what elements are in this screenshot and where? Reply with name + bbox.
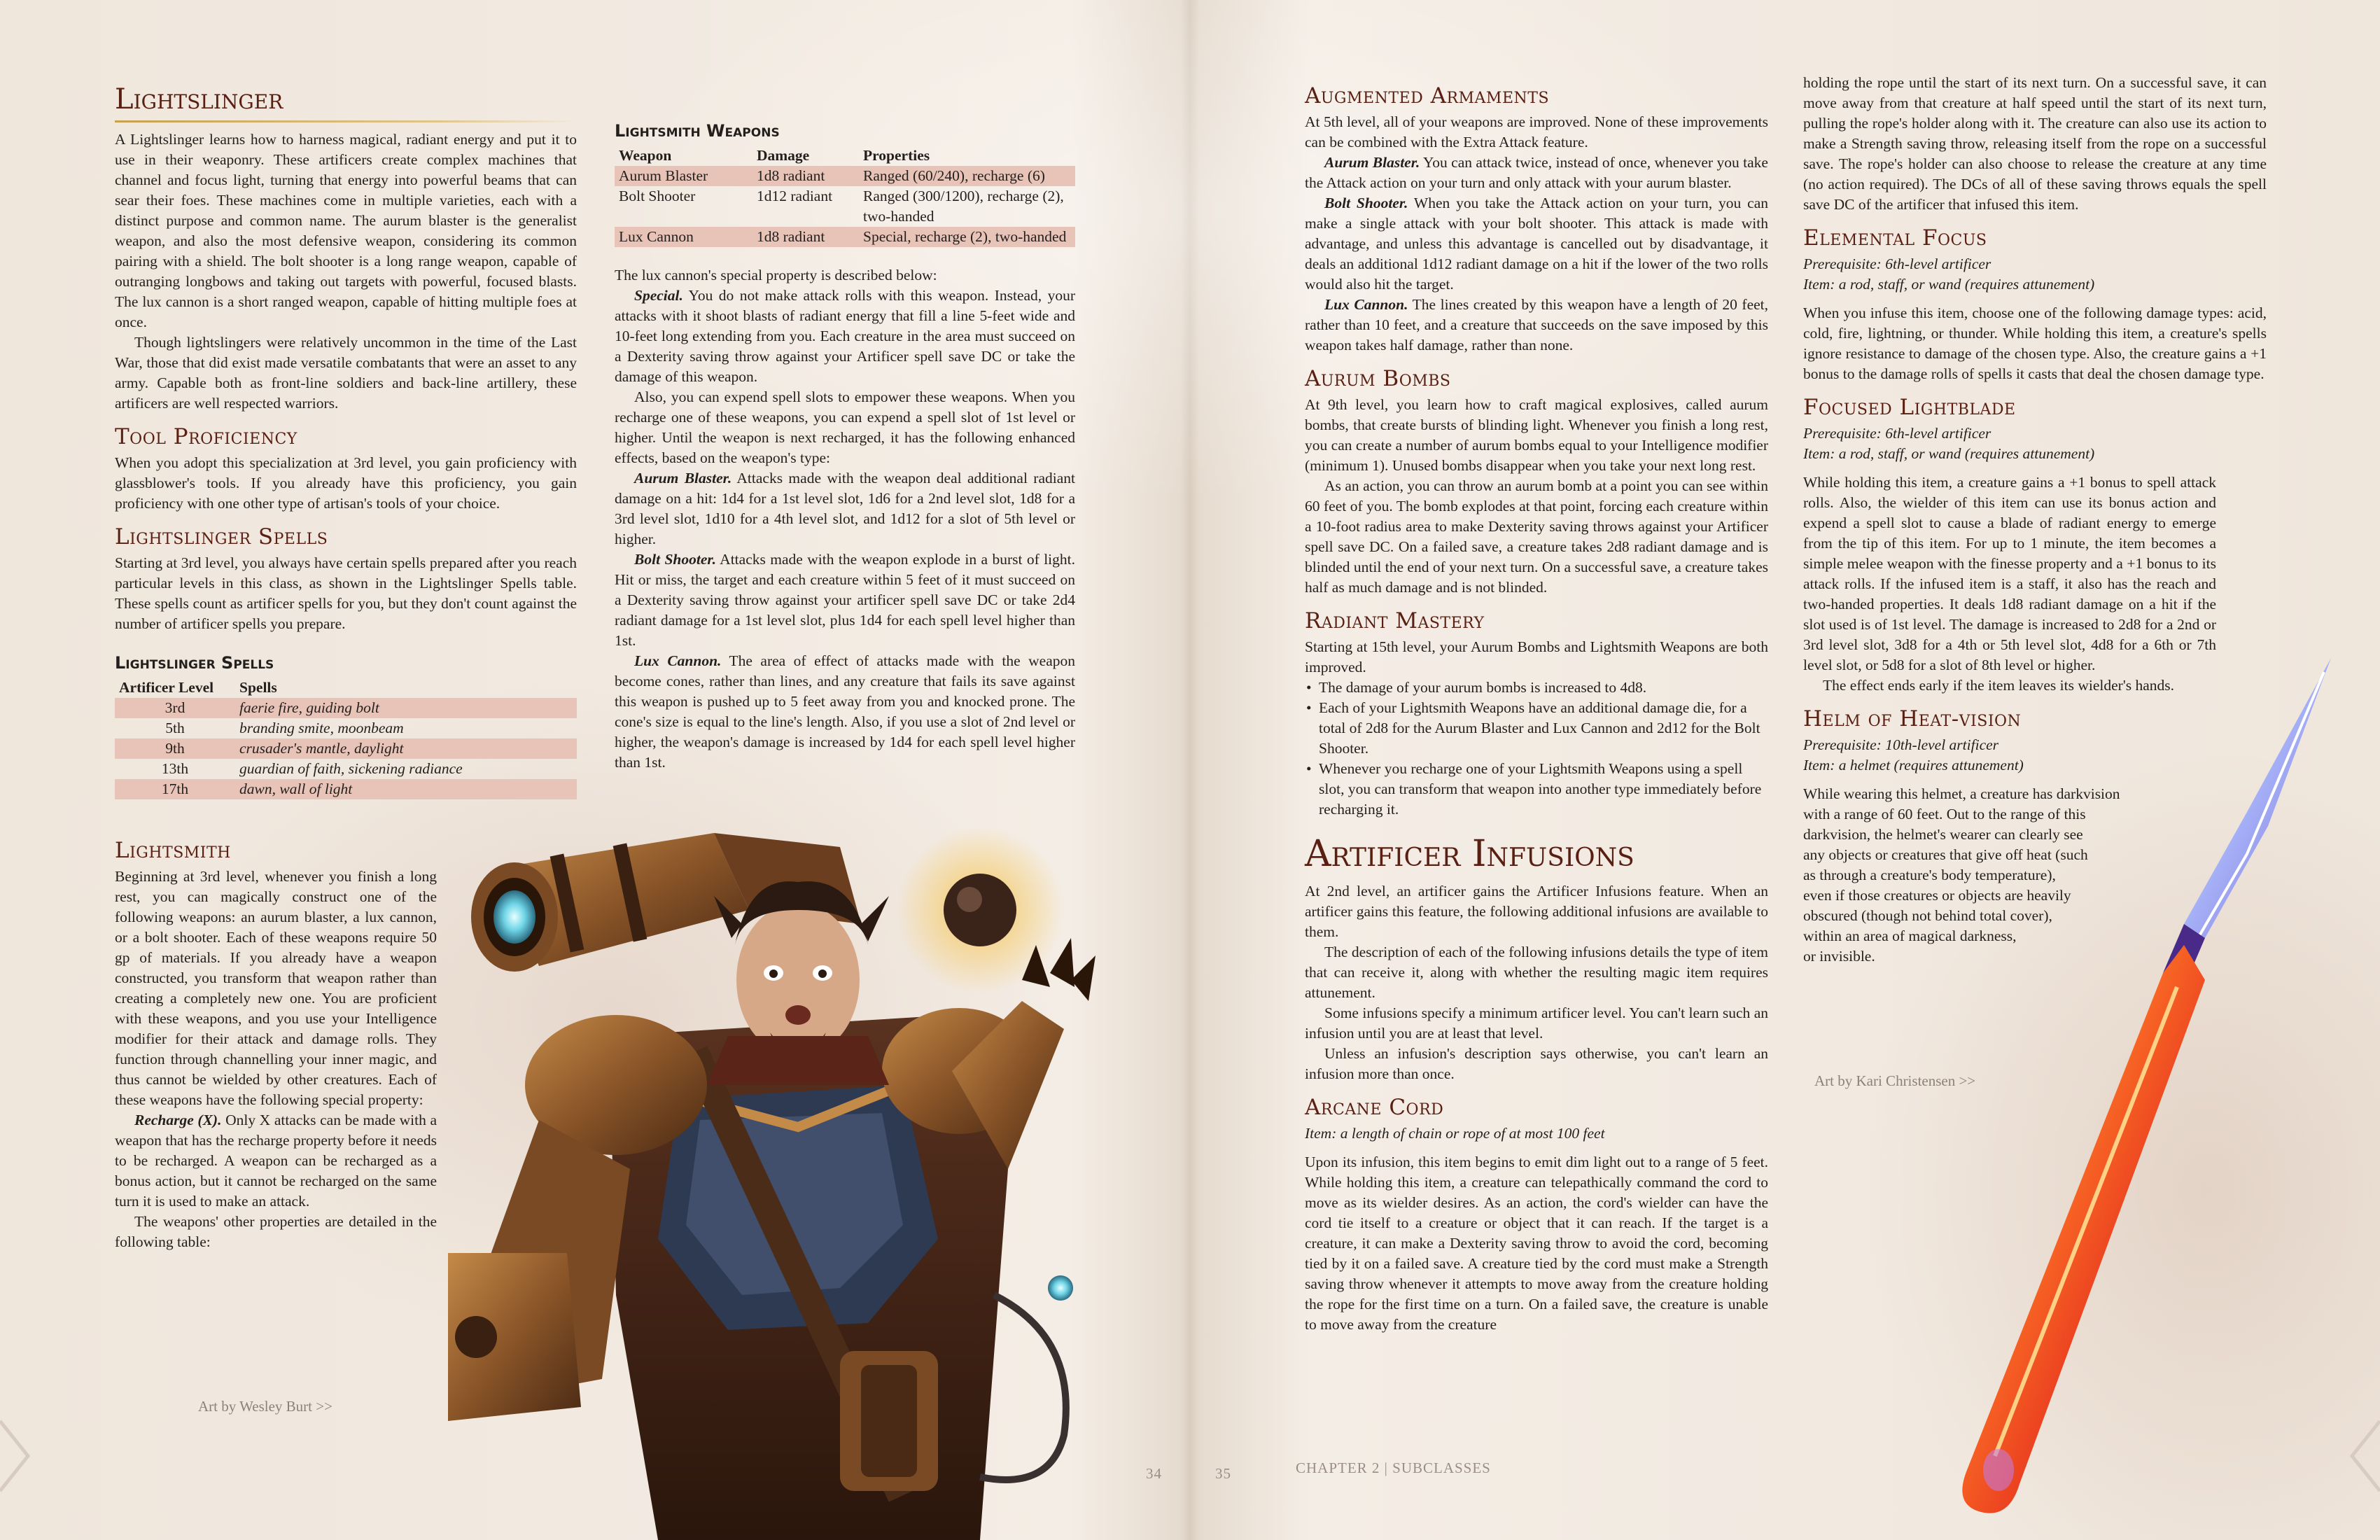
special-text: You do not make attack rolls with this weapon. Instead, your attacks with it shoot blasts of radiant energy that fill a line 5-feet wide and 10-feet long extending from you. Each creature in the area must succeed on a Dexterity saving throw against your Artificer spell save DC or take the damage of this weapon.: [615, 287, 1075, 385]
weapon-properties-cell: Ranged (60/240), recharge (6): [859, 166, 1075, 186]
augmented-lux-label: Lux Cannon.: [1324, 296, 1408, 313]
section-heading-tool-proficiency: Tool Proficiency: [115, 424, 298, 449]
infusions-text-4: Unless an infusion's description says otherwise, you can't learn an infusion more than once.: [1305, 1045, 1768, 1082]
section-heading-elemental-focus: Elemental Focus: [1803, 225, 1987, 251]
list-item: • The damage of your aurum bombs is increased to 4d8.: [1319, 678, 1768, 698]
section-heading-artificer-infusions: Artificer Infusions: [1305, 833, 1634, 875]
infusions-text-3: Some infusions specify a minimum artificer level. You can't learn such an infusion until you are at least that level.: [1305, 1004, 1768, 1042]
right-column-1: [1305, 83, 1768, 1335]
arcane-cord-item: Item: a length of chain or rope of at most 100 feet: [1305, 1125, 1605, 1142]
spell-level-cell: 17th: [115, 779, 235, 799]
elemental-focus-text: When you infuse this item, choose one of the following damage types: acid, cold, fire, lightning, or thunder. While holding this item, a creature's spells ignore resistance to damage of the chosen type. Also, the creature gains a +1 bonus to the damage rolls of spells it casts that deal the chosen damage type.: [1803, 304, 2267, 382]
recharge-paragraph: [115, 1110, 437, 1212]
lux-cannon-text: The area of effect of attacks made with the weapon become cones, rather than lines, and any creature that fails its save against this weapon is pushed up to 5 feet away from you and knocked prone. The cone's size is equal to the line's length. Also, if you use a slot of 2nd level or higher, the weapon's damage is increased by 1d4 for each spell level higher than 1st.: [615, 652, 1076, 771]
augmented-aurum-paragraph: [1305, 153, 1768, 193]
intro-paragraph-2: Though lightslingers were relatively uncommon in the time of the Last War, those that did exist made versatile combatants that were an asset to any army. Capable both as front-line soldiers and back-line artillery, these artificers are well respected warriors.: [115, 334, 577, 412]
section-heading-arcane-cord: Arcane Cord: [1305, 1095, 1444, 1120]
table-row: [615, 186, 1075, 227]
elemental-focus-item: Item: a rod, staff, or wand (requires attunement): [1803, 276, 2095, 293]
spell-list-cell: dawn, wall of light: [235, 779, 577, 799]
weapons-table-header-properties: Properties: [863, 147, 930, 164]
helm-text-line: as through a creature's body temperature),: [1803, 867, 2056, 883]
helm-text-line: While wearing this helmet, a creature has darkvision: [1803, 785, 2120, 802]
corner-ornament-right: [2338, 1414, 2380, 1498]
spell-level-cell: 3rd: [115, 698, 235, 718]
spells-table-header-spells: Spells: [239, 679, 277, 696]
weapons-table-header-weapon: Weapon: [619, 147, 672, 164]
aurum-blaster-paragraph: [615, 468, 1075, 550]
spells-table-header-level: Artificer Level: [119, 679, 214, 696]
tool-proficiency-text: When you adopt this specialization at 3rd level, you gain proficiency with glassblower's tools. If you already have this proficiency, you gain proficiency with one other type of artisan's tools of your choice.: [115, 454, 577, 512]
table-row: [115, 738, 577, 759]
spell-slots-text: Also, you can expend spell slots to empower these weapons. When you recharge one of these weapons, you can expend a spell slot of 1st level or higher. Until the weapon is next recharged, it has the following enhanced effects, based on the weapon's type:: [615, 388, 1075, 466]
augmented-bolt-paragraph: [1305, 193, 1768, 295]
spells-table-title: Lightslinger Spells: [115, 653, 274, 673]
table-row: [115, 779, 577, 799]
lux-cannon-label: Lux Cannon.: [634, 652, 722, 669]
lightsmith-text: Beginning at 3rd level, whenever you finish a long rest, you can magically construct one of the following weapons: an aurum blaster, a lux cannon, or a bolt shooter. Each of these weapons require 50 gp of materials. If you already have a weapon constructed, you transform that weapon rather than creating a completely new one. You are proficient with these weapons, and you use your Intelligence modifier for their attack and damage rolls. They function through channelling your inner magic, and thus cannot be wielded by other creatures. Each of these weapons have the following special property:: [115, 868, 437, 1108]
weapon-damage-cell: 1d8 radiant: [752, 166, 859, 186]
helm-text-line: darkvision, the helmet's wearer can clearly see: [1803, 826, 2083, 843]
helm-text-line: with a range of 60 feet. Out to the range of this: [1803, 806, 2086, 822]
page-title: Lightslinger: [115, 83, 284, 115]
lightslinger-spells-text: Starting at 3rd level, you always have certain spells prepared after you reach particular levels in this class, as shown in the Lightslinger Spells table. These spells count as artificer spells for you, but they don't count against the number of artificer spells you prepare.: [115, 554, 577, 632]
helm-text-line: or invisible.: [1803, 948, 1875, 965]
infusions-text-2: The description of each of the following infusions details the type of item that can receive it, along with whether the resulting magic item requires attunement.: [1305, 944, 1768, 1001]
augmented-lux-text: The lines created by this weapon have a length of 20 feet, rather than 10 feet, and a creature that succeeds on the save imposed by this weapon takes half damage, rather than none.: [1305, 296, 1768, 354]
weapon-properties-cell: Special, recharge (2), two-handed: [859, 227, 1075, 247]
spell-level-cell: 9th: [115, 738, 235, 759]
bolt-shooter-paragraph: [615, 550, 1075, 651]
augmented-lux-paragraph: [1305, 295, 1768, 356]
spell-level-cell: 5th: [165, 720, 185, 736]
list-item: • Whenever you recharge one of your Lightsmith Weapons using a spell slot, you can transform that weapon into another type immediately before recharging it.: [1319, 759, 1768, 820]
table-row: [115, 698, 577, 718]
lightblade-wand-illustration: [1876, 644, 2352, 1540]
radiant-mastery-text: Starting at 15th level, your Aurum Bombs and Lightsmith Weapons are both improved.: [1305, 638, 1768, 676]
weapon-damage-cell: 1d12 radiant: [757, 188, 833, 204]
table-row: [115, 718, 577, 738]
helm-text-line: any objects or creatures that give off heat (such: [1803, 846, 2088, 863]
spell-list-cell: faerie fire, guiding bolt: [235, 698, 577, 718]
section-heading-lightsmith: Lightsmith: [115, 838, 231, 863]
weapon-name-cell: Lux Cannon: [615, 227, 752, 247]
intro-paragraph-1: A Lightslinger learns how to harness magical, radiant energy and put it to use in their weaponry. These artificers create complex machines that channel and focus light, turning that energy into powerful beams that can sear their foes. These machines come in multiple varieties, each with a distinct purpose and common name. The aurum blaster is the generalist weapon, and also the most defensive weapon, considering its common pairing with a shield. The bolt shooter is a long range weapon, capable of outranging longbows and taking out targets with powerful, focused blasts. The lux cannon is a short ranged weapon, capable of hitting multiple foes at once.: [115, 131, 577, 330]
left-column-2: [615, 120, 1075, 773]
aurum-bombs-text-2: As an action, you can throw an aurum bomb at a point you can see within 60 feet of you. The bomb explodes at that point, forcing each creature within a 10-foot radius area to make Dexterity saving throws against your Artificer spell save DC. On a failed save, a creature takes 2d8 radiant damage and is blinded until the end of your next turn. On a successful save, a creature takes half as much damage and is not blinded.: [1305, 477, 1768, 596]
section-heading-focused-lightblade: Focused Lightblade: [1803, 395, 2016, 420]
spell-level-cell: 13th: [161, 760, 189, 777]
special-paragraph: [615, 286, 1075, 387]
recharge-text: Only X attacks can be made with a weapon that has the recharge property before it needs to be recharged. A weapon can be recharged as a bonus action, but it cannot be recharged on the same turn it is used to make an attack.: [115, 1112, 438, 1210]
helm-item: Item: a helmet (requires attunement): [1803, 757, 2024, 774]
bolt-shooter-text: Attacks made with the weapon explode in a burst of light. Hit or miss, the target and each creature within 5 feet of it must succeed on a Dexterity saving throw against your artificer spell save DC or take 2d4 radiant damage for a 1st level slot, plus 1d4 for each spell level higher than 1st.: [615, 551, 1075, 649]
weapons-table: [615, 146, 1075, 247]
special-label: Special.: [634, 287, 683, 304]
art-credit-right: Art by Kari Christensen >>: [1814, 1072, 1976, 1089]
augmented-bolt-text: When you take the Attack action on your turn, you can make a single attack with your bolt shooter. This attack is made with advantage, and unless this advantage is cancelled out by disadvantage, it deals an additional 1d12 radiant damage on a hit if the lower of the two rolls would also hit the target.: [1305, 195, 1768, 293]
augmented-aurum-text: You can attack twice, instead of once, whenever you take the Attack action on your turn and only attack with your aurum blaster.: [1305, 154, 1768, 191]
elemental-focus-prereq: Prerequisite: 6th-level artificer: [1803, 255, 1991, 272]
augmented-bolt-label: Bolt Shooter.: [1324, 195, 1408, 211]
corner-ornament-left: [0, 1414, 42, 1498]
spell-list-cell: branding smite, moonbeam: [239, 720, 404, 736]
section-heading-aurum-bombs: Aurum Bombs: [1305, 366, 1451, 391]
art-credit-left: Art by Wesley Burt >>: [198, 1398, 332, 1415]
helm-text-line: within an area of magical darkness,: [1803, 927, 2017, 944]
artificer-illustration: [448, 805, 1190, 1540]
arcane-cord-continued: holding the rope until the start of its next turn. On a successful save, it can move away from that creature at half speed until the start of its next turn, pulling the rope's holder along with it. The creature can also use its action to make a Strength saving throw, releasing itself from the rope on a successful save. The rope's holder can also choose to release the creature at any time (no action required). The DCs of all of these saving throws equals the spell save DC of the artificer that infused this item.: [1803, 74, 2267, 213]
spell-list-cell: guardian of faith, sickening radiance: [239, 760, 463, 777]
augmented-aurum-label: Aurum Blaster.: [1324, 154, 1420, 171]
table-row: [615, 166, 1075, 186]
augmented-text: At 5th level, all of your weapons are improved. None of these improvements can be combined with the Extra Attack feature.: [1305, 113, 1768, 150]
bolt-shooter-label: Bolt Shooter.: [634, 551, 716, 568]
lux-cannon-paragraph: [615, 651, 1075, 773]
radiant-mastery-list: [1305, 678, 1768, 820]
chapter-footer: CHAPTER 2 | SUBCLASSES: [1296, 1460, 1491, 1476]
infusions-text-1: At 2nd level, an artificer gains the Artificer Infusions feature. When an artificer gains this feature, the following additional infusions are available to them.: [1305, 883, 1768, 940]
focused-lightblade-ends: The effect ends early if the item leaves its wielder's hands.: [1823, 677, 2174, 694]
table-row: [615, 227, 1075, 247]
weapons-table-header-damage: Damage: [757, 147, 810, 164]
page-number-left: 34: [1146, 1465, 1162, 1482]
weapon-properties-cell: Ranged (300/1200), recharge (2), two-handed: [863, 188, 1064, 225]
page-number-right: 35: [1215, 1465, 1231, 1482]
weapon-name-cell: Aurum Blaster: [615, 166, 752, 186]
weapons-table-title: Lightsmith Weapons: [615, 121, 780, 141]
table-row: [115, 759, 577, 779]
lux-cannon-intro: The lux cannon's special property is described below:: [615, 267, 937, 284]
helm-text-line: even if those creatures or objects are heavily: [1803, 887, 2071, 904]
aurum-blaster-text: Attacks made with the weapon deal additional radiant damage on a hit: 1d4 for a 1st level slot, 1d6 for a 2nd level slot, 1d8 for a 3rd level slot, 1d10 for a 4th level slot, and 1d12 for a slot of 5th level or higher.: [615, 470, 1075, 547]
section-heading-lightslinger-spells: Lightslinger Spells: [115, 524, 328, 550]
focused-lightblade-text: While holding this item, a creature gains a +1 bonus to spell attack rolls. Also, the wielder of this item can use its bonus action and expend a spell slot to cause a blade of radiant energy to emerge from the tip of this item. For up to 1 minute, the item becomes a simple melee weapon with the finesse property and a +1 bonus to its attack rolls. If the infused item is a staff, it also has the reach and two-handed properties. It deals 1d8 radiant damage on a hit if the slot used is of 1st level. The damage is increased to 2d8 for a 2nd or 3rd level slot, 3d8 for a 4th or 5th level slot, 4d8 for a 6th or 7th level slot, or 5d8 for a slot of 8th level or higher.: [1803, 474, 2216, 673]
recharge-label: Recharge (X).: [134, 1112, 222, 1128]
helm-prereq: Prerequisite: 10th-level artificer: [1803, 736, 1999, 753]
list-item: • Each of your Lightsmith Weapons have an additional damage die, for a total of 2d8 for the Aurum Blaster and Lux Cannon and 2d12 for the Bolt Shooter.: [1319, 698, 1768, 759]
aurum-blaster-label: Aurum Blaster.: [634, 470, 732, 486]
spells-table: [115, 678, 577, 799]
section-heading-helm-of-heat-vision: Helm of Heat-vision: [1803, 706, 2022, 732]
spell-list-cell: crusader's mantle, daylight: [235, 738, 577, 759]
other-properties-text: The weapons' other properties are detailed in the following table:: [115, 1213, 437, 1250]
focused-lightblade-prereq: Prerequisite: 6th-level artificer: [1803, 425, 1991, 442]
arcane-cord-text: Upon its infusion, this item begins to emit dim light out to a range of 5 feet. While holding this item, a creature can telepathically command the cord to move as its wielder desires. As an action, the cord's wielder can have the cord tie itself to a creature or object that it can reach. If the target is a creature, it can make a Dexterity saving throw to avoid the cord, becoming tied by it on a failed save. A creature tied by the cord must make a Strength saving throw whenever it attempts to move away from the creature holding the rope for the first time on a turn. On a failed save, the creature is unable to move away from the creature: [1305, 1154, 1768, 1333]
aurum-bombs-text-1: At 9th level, you learn how to craft magical explosives, called aurum bombs, that create bursts of blinding light. Whenever you finish a long rest, you can create a number of aurum bombs equal to your Intelligence modifier (minimum 1). Unused bombs disappear when you take your next long rest.: [1305, 396, 1768, 474]
section-heading-radiant-mastery: Radiant Mastery: [1305, 608, 1485, 634]
section-heading-augmented-armaments: Augmented Armaments: [1305, 83, 1550, 108]
weapon-name-cell: Bolt Shooter: [619, 188, 696, 204]
focused-lightblade-item: Item: a rod, staff, or wand (requires attunement): [1803, 445, 2095, 462]
weapon-damage-cell: 1d8 radiant: [752, 227, 859, 247]
title-rule: [115, 120, 577, 122]
helm-text-line: obscured (though not behind total cover),: [1803, 907, 2052, 924]
